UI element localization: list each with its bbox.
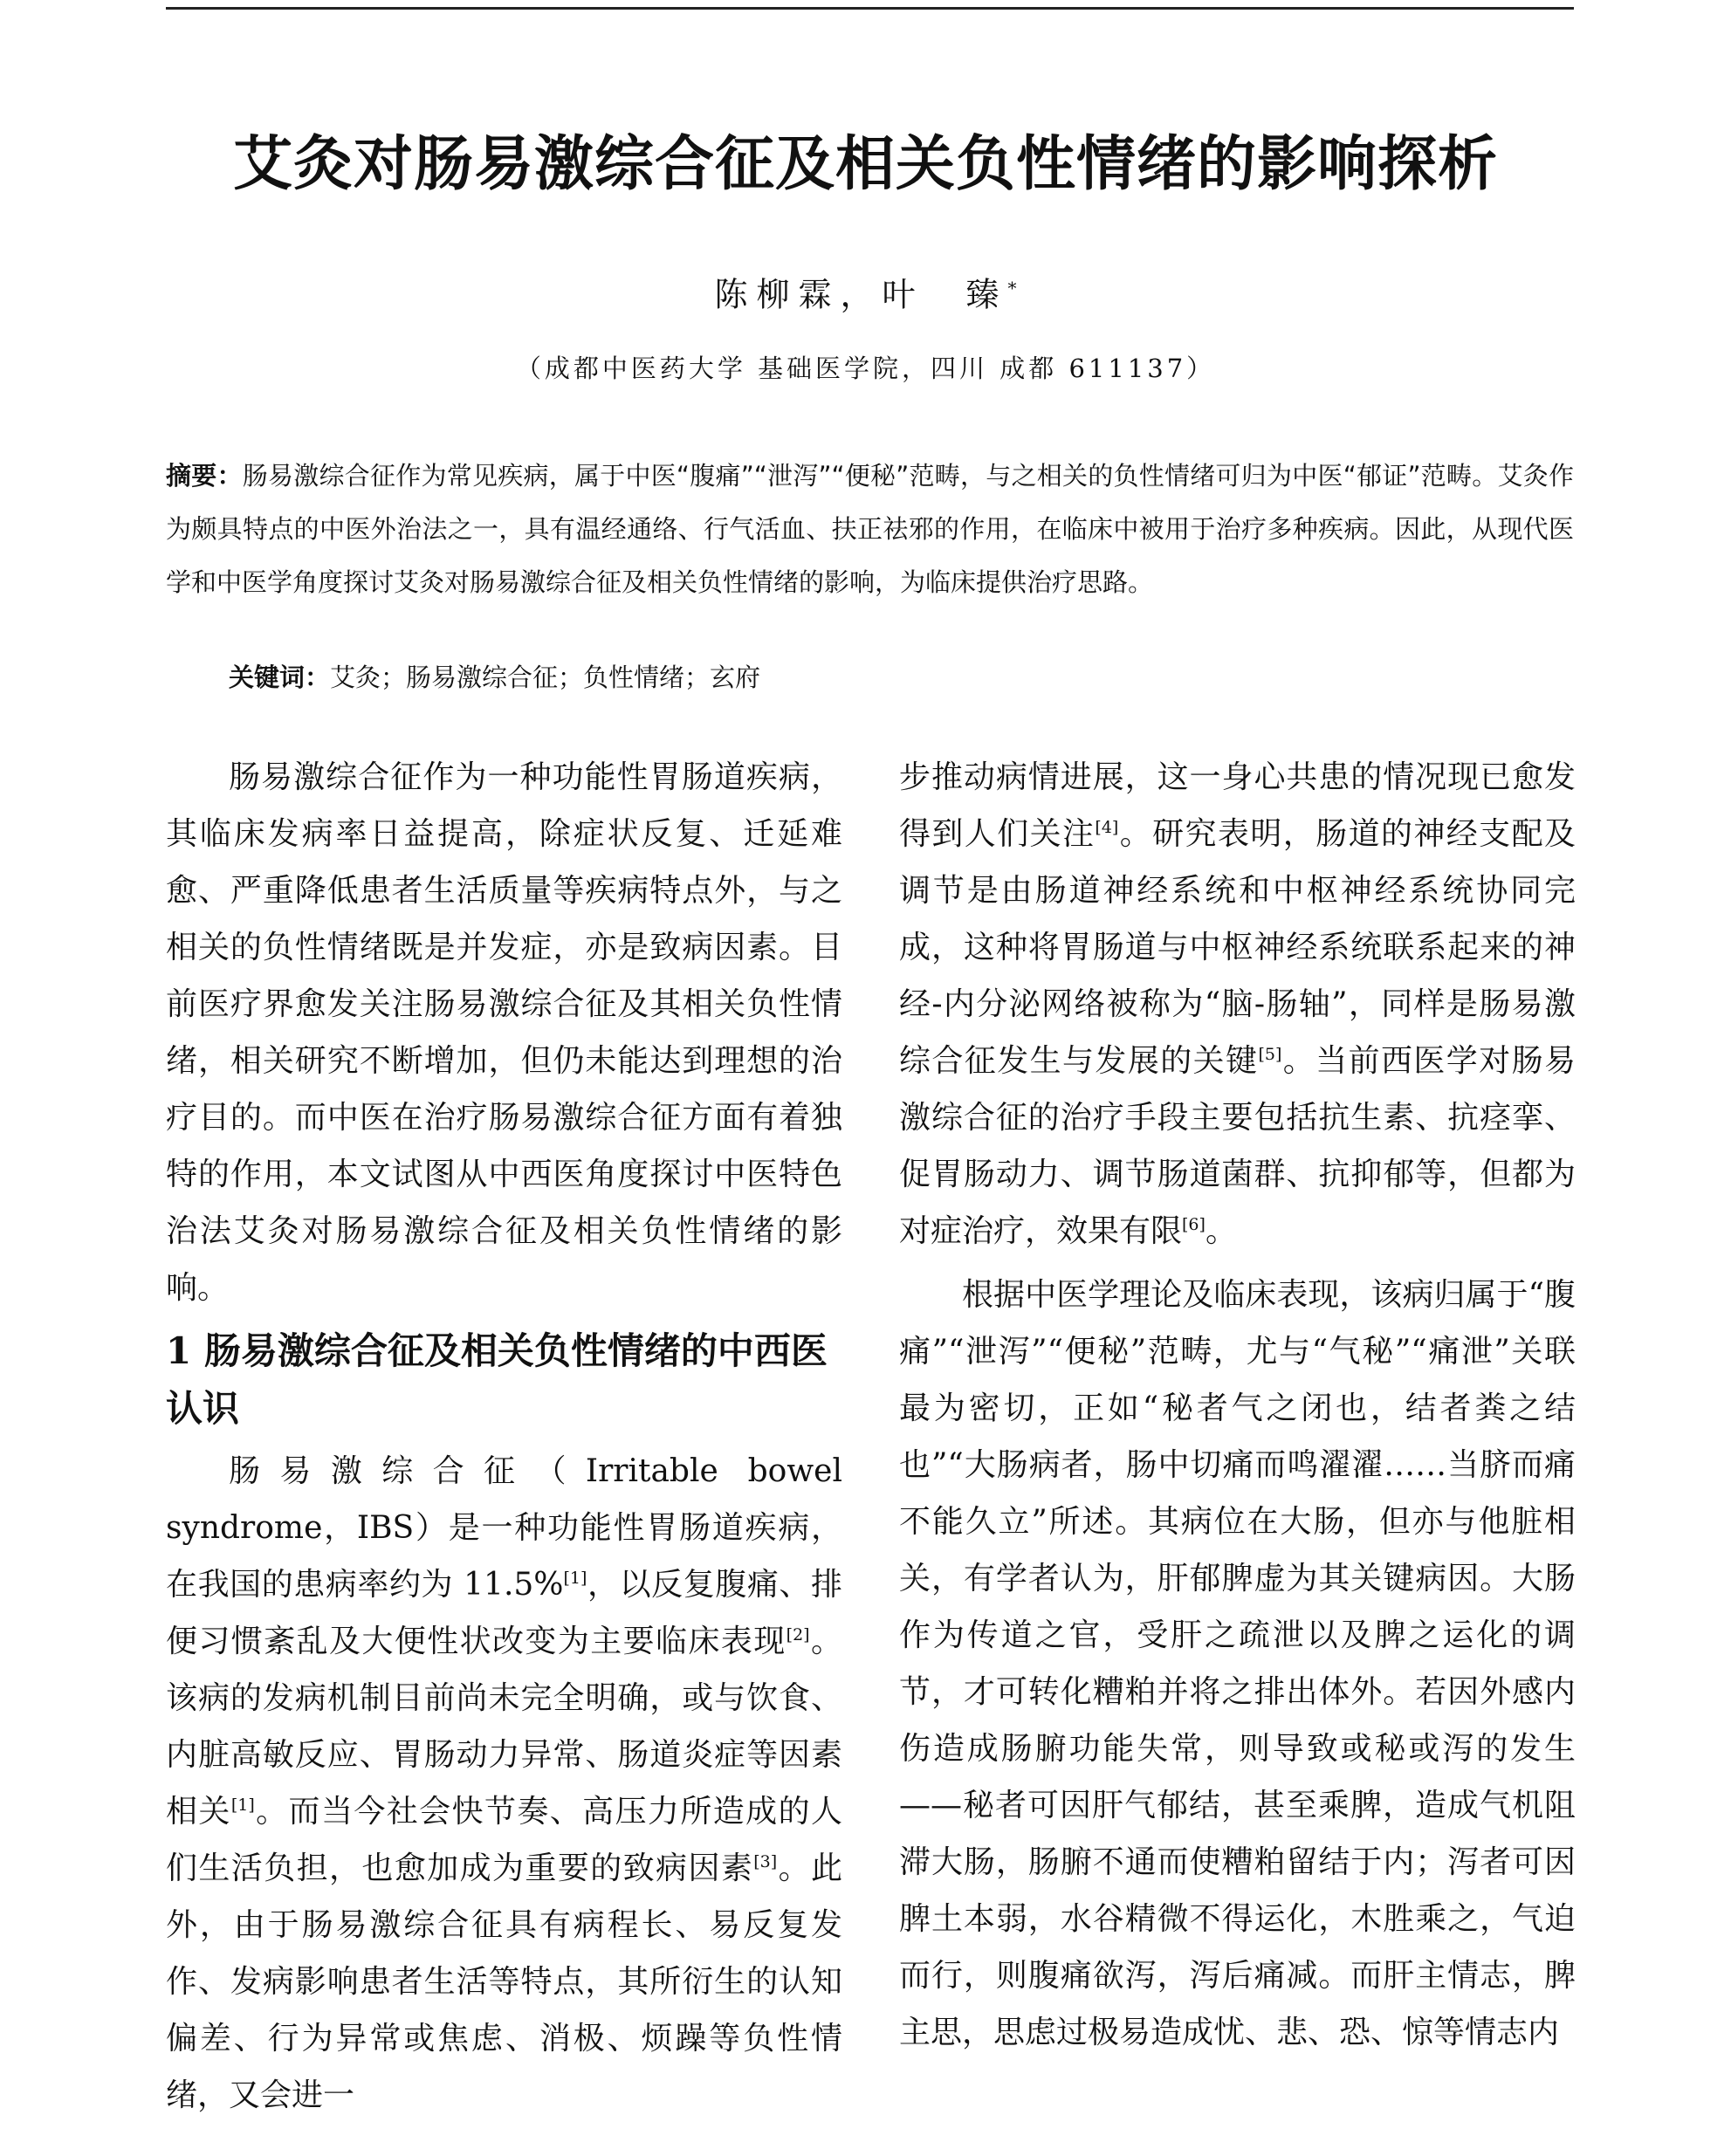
citation-ref: [1] [563,1569,587,1588]
keywords-label: 关键词： [229,663,331,692]
text-span: 。而当今社会快节奏、高压力所造成的人们生活负担，也愈加成为重要的致病因素 [166,1794,842,1886]
header-rule [166,7,1574,10]
section-heading-1: 1 肠易激综合征及相关负性情绪的中西医认识 [166,1329,828,1430]
abstract-label: 摘要： [166,461,243,491]
keywords [229,655,1574,700]
citation-ref: [5] [1258,1045,1282,1064]
intro-paragraph: 肠易激综合征作为一种功能性胃肠道疾病，其临床发病率日益提高，除症状反复、迁延难愈、严重降低患者生活质量等疾病特点外，与之相关的负性情绪既是并发症，亦是致病因素。目前医疗界愈发关注肠易激综合征及其相关负性情绪，相关研究不断增加，但仍未能达到理想的治疗目的。而中医在治疗肠易激综合征方面有着独特的作用，本文试图从中西医角度探讨中医特色治法艾灸对肠易激综合征及相关负性情绪的影响。 [166,759,842,1306]
ibs-paragraph [166,1443,842,2124]
text-span: 。当前西医学对肠易激综合征的治疗手段主要包括抗生素、抗痉挛、促胃肠动力、调节肠道菌群、抗抑郁等，但都为对症治疗，效果有限 [899,1043,1576,1249]
text-span: 。研究表明，肠道的神经支配及调节是由肠道神经系统和中枢神经系统协同完成，这种将胃肠道与中枢神经系统联系起来的神经-内分泌网络被称为“脑-肠轴”，同样是肠易激综合征发生与发展的关键 [899,816,1576,1079]
text-span: 。该病的发病机制目前尚未完全明确，或与饮食、内脏高敏反应、胃肠动力异常、肠道炎症等因素相关 [166,1624,842,1830]
citation-ref: [3] [753,1852,778,1871]
author-names: 陈柳霖，叶 臻 [714,275,1008,314]
citation-ref: [6] [1182,1215,1206,1234]
keywords-text: 艾灸；肠易激综合征；负性情绪；玄府 [330,663,761,692]
citation-ref: [2] [786,1625,810,1644]
author-line [0,262,1731,321]
abstract [166,450,1574,609]
citation-ref: [4] [1095,818,1119,837]
abstract-text: 肠易激综合征作为常见疾病，属于中医“腹痛”“泄泻”“便秘”范畴，与之相关的负性情绪可归为中医“郁证”范畴。艾灸作为颇具特点的中医外治法之一，具有温经通络、行气活血、扶正祛邪的作用，在临床中被用于治疗多种疾病。因此，从现代医学和中医学角度探讨艾灸对肠易激综合征及相关负性情绪的影响，为临床提供治疗思路。 [166,461,1574,597]
text-span: 肠易激综合征（Irritable bowel syndrome，IBS）是一种功能性胃肠道疾病，在我国的患病率约为 11.5% [166,1453,842,1603]
corresponding-author-mark: * [1007,278,1017,299]
citation-ref: [1] [230,1796,255,1815]
paper-title: 艾灸对肠易激综合征及相关负性情绪的影响探析 [232,129,1498,199]
continued-paragraph [899,749,1576,1260]
text-span: ，以反复腹痛、排便习惯紊乱及大便性状改变为主要临床表现 [166,1567,842,1659]
tcm-paragraph: 根据中医学理论及临床表现，该病归属于“腹痛”“泄泻”“便秘”范畴，尤与“气秘”“痛泄”关联最为密切，正如“秘者气之闭也，结者粪之结也”“大肠病者，肠中切痛而鸣濯濯……当脐而痛不能久立”所述。其病位在大肠，但亦与他脏相关，有学者认为，肝郁脾虚为其关键病因。大肠作为传道之官，受肝之疏泄以及脾之运化的调节，才可转化糟粕并将之排出体外。若因外感内伤造成肠腑功能失常，则导致或秘或泻的发生——秘者可因肝气郁结，甚至乘脾，造成气机阻滞大肠，肠腑不通而使糟粕留结于内；泻者可因脾土本弱，水谷精微不得运化，木胜乘之，气迫而行，则腹痛欲泻，泻后痛减。而肝主情志，脾主思，思虑过极易造成忧、悲、恐、惊等情志内 [899,1277,1576,2050]
affiliation: （成都中医药大学 基础医学院，四川 成都 611137） [515,354,1216,383]
left-column [166,749,842,2124]
text-span: 。 [1205,1213,1237,1249]
text-span: 。此外，由于肠易激综合征具有病程长、易反复发作、发病影响患者生活等特点，其所衍生的认知偏差、行为异常或焦虑、消极、烦躁等负性情绪，又会进一 [166,1850,842,2113]
right-column [899,749,1576,2061]
text-span: 步推动病情进展，这一身心共患的情况现已愈发得到人们关注 [899,759,1576,852]
